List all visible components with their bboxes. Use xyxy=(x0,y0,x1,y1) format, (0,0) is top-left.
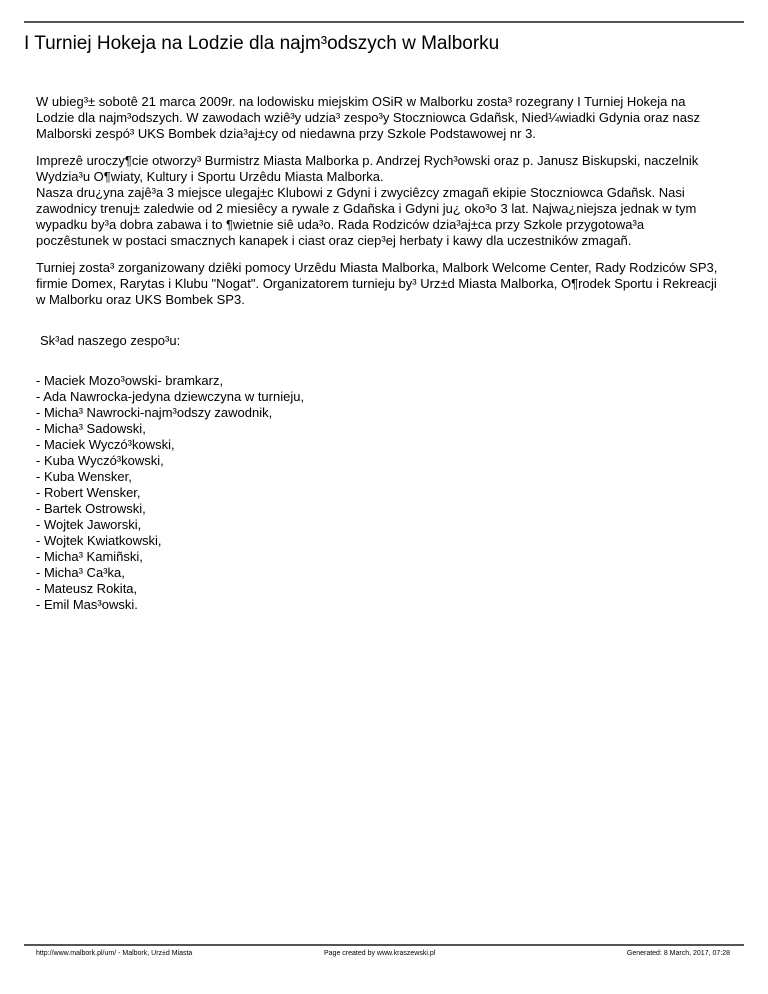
footer-source: http://www.malbork.pl/um/ - Malbork, Urz±d Miasta xyxy=(36,950,193,957)
list-item: - Kuba Wyczó³kowski, xyxy=(36,453,164,468)
text-line: Malborski zespó³ UKS Bombek dzia³aj±cy od niedawna przy Szkole Podstawowej nr 3. xyxy=(36,126,536,141)
text-line: wypadku by³a dobra zabawa i to ¶wietnie siê uda³o. Rada Rodziców dzia³aj±ca przy Szkole przygotowa³a xyxy=(36,217,645,232)
text-line: Imprezê uroczy¶cie otworzy³ Burmistrz Miasta Malborka p. Andrzej Rych³owski oraz p. Janusz Biskupski, naczelnik xyxy=(36,153,699,168)
paragraph-organizers xyxy=(36,260,736,308)
text-line: zawodnicy trenuj± zaledwie od 2 miesiêcy a rywale z Gdañska i Gdyni ju¿ oko³o 3 lat. Najwa¿niejsza jednak w tym xyxy=(36,201,697,216)
list-item: - Maciek Mozo³owski- bramkarz, xyxy=(36,373,224,388)
footer-divider xyxy=(24,944,744,946)
text-line: firmie Domex, Rarytas i Klubu "Nogat". Organizatorem turnieju by³ Urz±d Miasta Malborka, O¶rodek Sportu i Rekreacji xyxy=(36,276,717,291)
text-line: Turniej zosta³ zorganizowany dziêki pomocy Urzêdu Miasta Malborka, Malbork Welcome Center, Rady Rodziców SP3, xyxy=(36,260,718,275)
list-item: - Emil Mas³owski. xyxy=(36,597,138,612)
footer-generated: Generated: 8 March, 2017, 07:28 xyxy=(626,950,730,957)
list-item: - Micha³ Nawrocki-najm³odszy zawodnik, xyxy=(36,405,273,420)
squad-heading: Sk³ad naszego zespo³u: xyxy=(40,333,181,348)
footer-credit: Page created by www.kraszewski.pl xyxy=(324,950,436,957)
top-divider xyxy=(24,21,744,23)
list-item: - Micha³ Ca³ka, xyxy=(36,565,125,580)
text-line: Wydzia³u O¶wiaty, Kultury i Sportu Urzêdu Miasta Malborka. xyxy=(36,169,384,184)
text-line: Lodzie dla najm³odszych. W zawodach wziê³y udzia³ zespo³y Stoczniowca Gdañsk, Nied¼wiadki Gdynia oraz nasz xyxy=(36,110,701,125)
player-list xyxy=(36,373,304,613)
list-item: - Kuba Wensker, xyxy=(36,469,132,484)
list-item: - Robert Wensker, xyxy=(36,485,141,500)
list-item: - Bartek Ostrowski, xyxy=(36,501,146,516)
text-line: poczêstunek w postaci smacznych kanapek i ciast oraz ciep³ej herbaty i kawy dla uczestników zmagañ. xyxy=(36,233,632,248)
article-title: I Turniej Hokeja na Lodzie dla najm³odszych w Malborku xyxy=(24,33,500,54)
list-item: - Wojtek Jaworski, xyxy=(36,517,142,532)
text-line: Nasza dru¿yna zajê³a 3 miejsce ulegaj±c Klubowi z Gdyni i zwyciêzcy zmagañ ekipie Stoczniowca Gdañsk. Nasi xyxy=(36,185,685,200)
list-item: - Micha³ Kamiñski, xyxy=(36,549,143,564)
list-item: - Micha³ Sadowski, xyxy=(36,421,146,436)
list-item: - Wojtek Kwiatkowski, xyxy=(36,533,162,548)
list-item: - Ada Nawrocka-jedyna dziewczyna w turnieju, xyxy=(36,389,305,404)
text-line: w Malborku oraz UKS Bombek SP3. xyxy=(36,292,245,307)
paragraph-opening xyxy=(36,153,736,249)
list-item: - Mateusz Rokita, xyxy=(36,581,138,596)
paragraph-intro xyxy=(36,94,736,142)
text-line: W ubieg³± sobotê 21 marca 2009r. na lodowisku miejskim OSiR w Malborku zosta³ rozegrany I Turniej Hokeja na xyxy=(36,94,686,109)
list-item: - Maciek Wyczó³kowski, xyxy=(36,437,175,452)
